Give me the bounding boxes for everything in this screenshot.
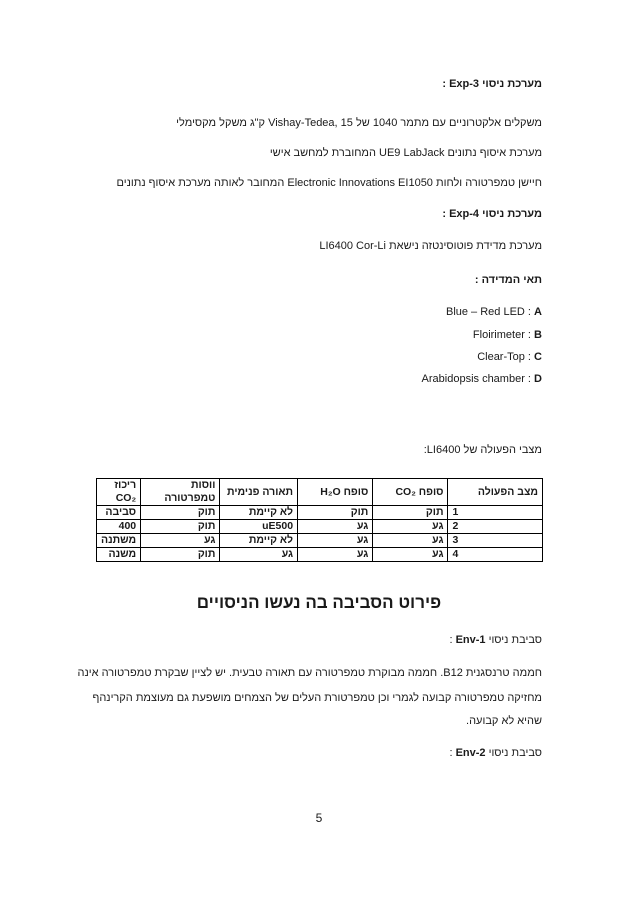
- table-cell: גע: [373, 534, 448, 548]
- table-cell: גע: [373, 548, 448, 562]
- chamber-item-d: [422, 373, 542, 385]
- table-cell: 4: [448, 548, 543, 562]
- table-cell: גע: [141, 534, 220, 548]
- env2-title: [449, 747, 542, 759]
- table-cell: 3: [448, 534, 543, 548]
- env2-suffix: :: [449, 747, 453, 759]
- chamber-item-b: [473, 329, 542, 341]
- environment-heading: פירוט הסביבה בה נעשו הניסויים: [196, 593, 442, 612]
- chamber-key: A: [534, 306, 542, 318]
- chamber-text: Arabidopsis chamber :: [421, 373, 531, 385]
- env1-paragraph-line-2: מחזיקה טמפרטורה קבועה לגמרי וכן טמפרטורת העלים של הצמחים מושפעת גם מעוצמת הקרינהף: [92, 692, 542, 704]
- env1-suffix: :: [449, 634, 453, 646]
- chamber-text: Clear-Top :: [477, 351, 531, 363]
- chamber-text: Blue – Red LED :: [445, 306, 531, 318]
- exp3-line-2: מערכת איסוף נתונים UE9 LabJack המחוברת למחשב אישי: [269, 147, 542, 159]
- table-cell: uE500: [220, 520, 298, 534]
- table-row: [97, 506, 543, 520]
- col-temp-control: ווסות טמפרטורה: [141, 479, 220, 506]
- env2-code: Env-2: [455, 747, 486, 759]
- table-cell: תוק: [298, 506, 373, 520]
- table-cell: תוק: [141, 548, 220, 562]
- col-co2-concentration: ריכוז CO₂: [97, 479, 141, 506]
- chamber-item-a: [446, 306, 542, 318]
- table-cell: סביבה: [97, 506, 141, 520]
- chambers-title: תאי המדידה :: [474, 274, 542, 286]
- table-cell: תוק: [141, 520, 220, 534]
- table-header-row: [97, 479, 543, 506]
- table-row: [97, 548, 543, 562]
- env1-paragraph-line-1: חממה טרנסגנית B12. חממה מבוקרת טמפרטורה עם תאורה טבעית. יש לציין שבקרת טמפרטורה אינה: [77, 667, 542, 679]
- table-cell: גע: [373, 520, 448, 534]
- env1-code: Env-1: [455, 634, 486, 646]
- chamber-item-c: [477, 351, 542, 363]
- exp3-title: מערכת ניסוי Exp-3 :: [442, 78, 542, 90]
- exp4-title: מערכת ניסוי Exp-4 :: [442, 208, 542, 220]
- chamber-key: B: [534, 329, 542, 341]
- exp3-line-1: משקלים אלקטרוניים עם מתמר 1040 של Vishay-Tedea, 15 ק"ג משקל מקסימלי: [176, 117, 542, 129]
- col-co2-absorber: סופח CO₂: [373, 479, 448, 506]
- col-internal-light: תאורה פנימית: [220, 479, 298, 506]
- table-cell: משנה: [97, 548, 141, 562]
- table-cell: גע: [298, 548, 373, 562]
- table-cell: משתנה: [97, 534, 141, 548]
- env1-paragraph-line-3: שהיא לא קבועה.: [466, 715, 542, 727]
- table-cell: לא קיימת: [220, 506, 298, 520]
- env2-label: סביבת ניסוי: [488, 747, 542, 759]
- chamber-key: D: [534, 373, 542, 385]
- table-cell: 2: [448, 520, 543, 534]
- modes-table: [96, 478, 543, 562]
- table-cell: תוק: [373, 506, 448, 520]
- table-row: [97, 534, 543, 548]
- chamber-key: C: [534, 351, 542, 363]
- env1-title: [449, 634, 542, 646]
- exp4-line-1: מערכת מדידת פוטוסינטזה נישאת LI6400 Cor-Li: [319, 240, 542, 252]
- modes-caption: מצבי הפעולה של LI6400:: [423, 444, 542, 456]
- env1-label: סביבת ניסוי: [488, 634, 542, 646]
- table-cell: לא קיימת: [220, 534, 298, 548]
- col-h2o-absorber: סופח H₂O: [298, 479, 373, 506]
- exp3-line-3: חיישן טמפרטורה ולחות Electronic Innovations EI1050 המחובר לאותה מערכת איסוף נתונים: [116, 177, 542, 189]
- table-cell: גע: [298, 520, 373, 534]
- table-cell: גע: [298, 534, 373, 548]
- table-cell: גע: [220, 548, 298, 562]
- page-number: 5: [315, 811, 323, 825]
- table-row: [97, 520, 543, 534]
- table-cell: תוק: [141, 506, 220, 520]
- col-mode: מצב הפעולה: [448, 479, 543, 506]
- table-cell: 1: [448, 506, 543, 520]
- chamber-text: Floirimeter :: [472, 329, 531, 341]
- table-cell: 400: [97, 520, 141, 534]
